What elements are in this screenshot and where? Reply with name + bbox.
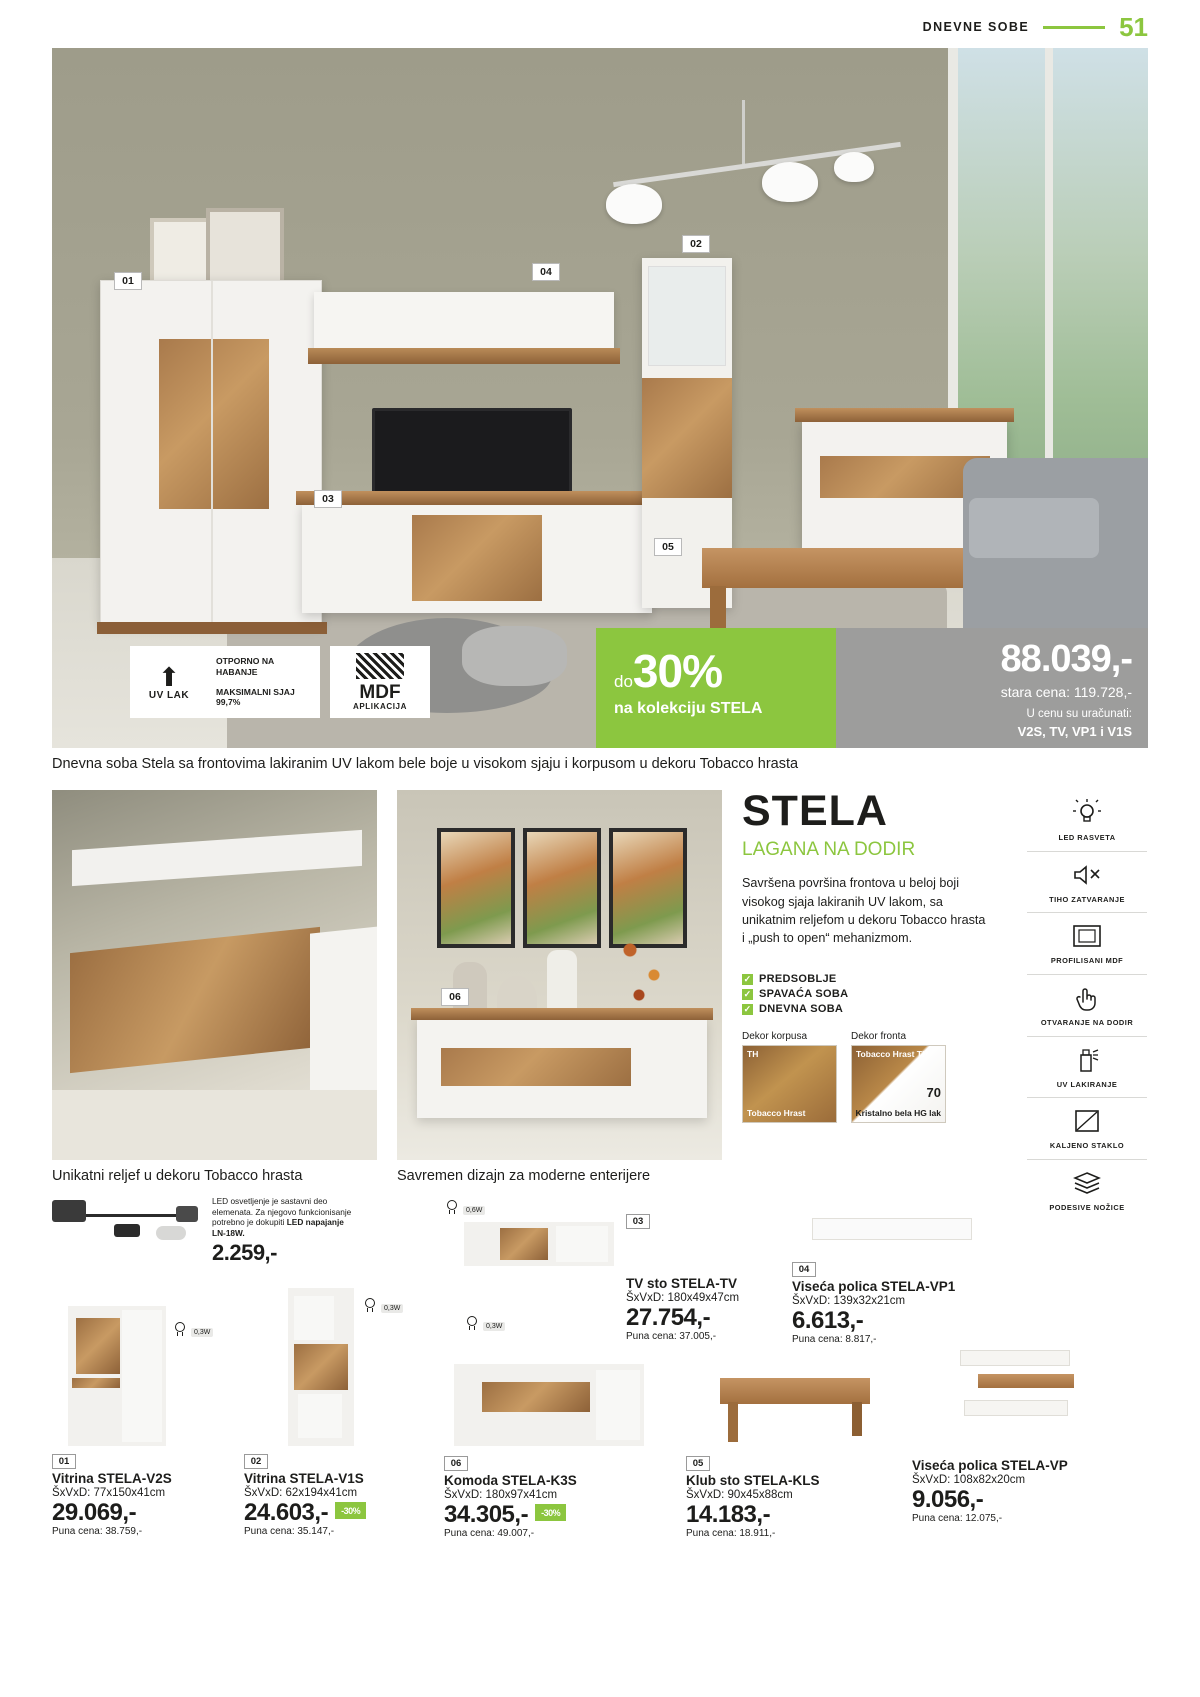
white-door bbox=[294, 1296, 334, 1340]
mdf-title: MDF bbox=[359, 682, 401, 703]
cabinet-base bbox=[97, 622, 327, 634]
included-label: U cenu su uračunati: bbox=[1026, 708, 1132, 720]
feature-label: UV LAKIRANJE bbox=[1056, 1079, 1118, 1089]
product-name: Vitrina STELA-V2S bbox=[52, 1471, 172, 1486]
product-card-k3s[interactable] bbox=[444, 1316, 674, 1539]
product-card-v2s[interactable] bbox=[52, 1304, 232, 1537]
unit-top bbox=[411, 1008, 713, 1020]
product-full-price: Puna cena: 37.005,- bbox=[626, 1331, 717, 1343]
uv-lak-icon bbox=[130, 661, 208, 701]
shelf-shape bbox=[812, 1218, 972, 1240]
product-price bbox=[444, 1502, 674, 1527]
wood-panel bbox=[159, 339, 269, 509]
product-image bbox=[244, 1288, 434, 1454]
wood-panel bbox=[412, 515, 542, 601]
page-number: 51 bbox=[1119, 12, 1148, 42]
discount-badge: -30% bbox=[535, 1504, 566, 1521]
room-item bbox=[742, 1003, 990, 1015]
hero-callout-01: 01 bbox=[114, 272, 142, 290]
product-name: Klub sto STELA-KLS bbox=[686, 1473, 820, 1488]
watt-badge bbox=[362, 1298, 403, 1318]
wood-panel bbox=[482, 1382, 590, 1412]
feature-label: PROFILISANI MDF bbox=[1050, 956, 1124, 966]
door-split bbox=[211, 281, 213, 624]
tempered-glass-icon bbox=[1027, 1104, 1147, 1138]
product-image bbox=[912, 1316, 1142, 1456]
product-price: 14.183,- bbox=[686, 1501, 771, 1528]
decor-branch bbox=[612, 920, 672, 1020]
photo2-callout-06: 06 bbox=[441, 988, 469, 1006]
table-leg bbox=[852, 1402, 862, 1436]
product-image bbox=[444, 1316, 674, 1456]
adjustable-feet-icon bbox=[1027, 1166, 1147, 1200]
wall-art bbox=[437, 828, 515, 948]
discount-value: -30 bbox=[341, 1506, 353, 1516]
led-kit-photo bbox=[52, 1196, 202, 1258]
uv-text-2: MAKSIMALNI SJAJ 99,7% bbox=[216, 686, 295, 708]
brand-text-column bbox=[742, 787, 990, 1123]
vitrine-shape bbox=[68, 1306, 166, 1446]
feature-tempered-glass bbox=[1027, 1098, 1147, 1160]
feature-label: TIHO ZATVARANJE bbox=[1049, 894, 1125, 904]
led-light-icon bbox=[1027, 796, 1147, 830]
shelf-board bbox=[960, 1350, 1070, 1366]
product-tag: 04 bbox=[792, 1262, 816, 1277]
brand-title: STELA bbox=[742, 787, 888, 835]
watt-badge bbox=[464, 1316, 505, 1336]
product-full-price: Puna cena: 38.759,- bbox=[52, 1526, 143, 1538]
product-name: Komoda STELA-K3S bbox=[444, 1473, 577, 1488]
feature-label: PODESIVE NOŽICE bbox=[1049, 1202, 1125, 1212]
wood-panel bbox=[642, 378, 732, 498]
detail-photo-relief bbox=[52, 790, 377, 1160]
hero-callout-02: 02 bbox=[682, 235, 710, 253]
promo-percent-line bbox=[614, 644, 818, 698]
watt-value: 0,3W bbox=[483, 1322, 505, 1331]
product-led-power bbox=[52, 1196, 392, 1266]
room-item bbox=[742, 988, 990, 1000]
white-front bbox=[310, 926, 377, 1113]
shelf-board bbox=[964, 1400, 1068, 1416]
lamp-shade bbox=[834, 152, 874, 182]
feature-mdf bbox=[1027, 913, 1147, 975]
hero-callout-03: 03 bbox=[314, 490, 342, 508]
decor-swatches bbox=[742, 1031, 990, 1123]
komoda-k3s bbox=[417, 1018, 707, 1118]
product-full-price: Puna cena: 12.075,- bbox=[912, 1513, 1003, 1525]
lamp-rod bbox=[742, 100, 745, 164]
room-label: DNEVNA SOBA bbox=[759, 1003, 844, 1016]
price-value: 24.603,- bbox=[244, 1499, 329, 1526]
product-card-vp[interactable] bbox=[912, 1316, 1142, 1524]
hero-included bbox=[852, 707, 1132, 741]
watt-badge bbox=[172, 1322, 213, 1342]
front-number: 70 bbox=[926, 1085, 941, 1101]
photo1-caption: Unikatni relјef u dekoru Tobacco hrasta bbox=[52, 1168, 303, 1184]
product-full-price: Puna cena: 35.147,- bbox=[244, 1526, 335, 1538]
watt-value: 0,6W bbox=[463, 1206, 485, 1215]
led-note-bold: LED napajanje LN-18W. bbox=[212, 1217, 344, 1238]
product-dims: ŠxVxD: 77x150x41cm bbox=[52, 1487, 166, 1499]
hero-callout-05: 05 bbox=[654, 538, 682, 556]
power-supply bbox=[52, 1200, 86, 1222]
promo-discount-block bbox=[596, 628, 836, 748]
discount-badge: -30% bbox=[335, 1502, 366, 1519]
watt-value: 0,3W bbox=[381, 1304, 403, 1313]
product-card-kls[interactable] bbox=[686, 1316, 906, 1539]
floor bbox=[52, 1090, 377, 1160]
feature-label: LED RASVETA bbox=[1058, 833, 1116, 842]
corpus-swatch bbox=[742, 1045, 837, 1123]
product-image bbox=[686, 1316, 906, 1456]
uv-lak-badge bbox=[130, 646, 320, 718]
uv-lak-label: UV LAK bbox=[148, 689, 190, 701]
decor-front bbox=[851, 1031, 946, 1123]
wood-shelf bbox=[72, 1378, 120, 1388]
product-tag: 06 bbox=[444, 1456, 468, 1471]
shelf bbox=[72, 830, 362, 886]
wall-shelf-vp1 bbox=[314, 292, 614, 350]
promo-prefix: do bbox=[614, 672, 633, 691]
mute-icon bbox=[1027, 858, 1147, 892]
picture-frames bbox=[150, 208, 300, 288]
product-name: TV sto STELA-TV bbox=[626, 1276, 737, 1291]
corpus-code: TH bbox=[747, 1049, 759, 1060]
wood-panel bbox=[441, 1048, 631, 1086]
product-tag: 01 bbox=[52, 1454, 76, 1469]
product-dims: ŠxVxD: 180x49x47cm bbox=[626, 1292, 740, 1304]
product-tag: 03 bbox=[626, 1214, 650, 1229]
feature-touch bbox=[1027, 975, 1147, 1037]
wood-panel bbox=[76, 1318, 120, 1374]
arrow-up-icon: ⬆ bbox=[158, 661, 180, 692]
ceiling-lamp bbox=[572, 100, 902, 205]
shelf-board-wood bbox=[978, 1374, 1074, 1388]
check-icon: ✓ bbox=[743, 1003, 752, 1014]
feature-rail bbox=[1027, 790, 1147, 1220]
profiled-mdf-icon bbox=[1027, 919, 1147, 953]
bulb-icon bbox=[464, 1316, 480, 1336]
included-items: V2S, TV, VP1 i V1S bbox=[1017, 723, 1132, 739]
product-dims: ŠxVxD: 62x194x41cm bbox=[244, 1487, 358, 1499]
hero-room-photo bbox=[52, 48, 1148, 748]
shelf-board bbox=[308, 348, 620, 364]
wood-front bbox=[70, 927, 320, 1073]
hero-price: 88.039,- bbox=[1000, 638, 1132, 680]
product-grid bbox=[52, 1196, 1148, 1636]
wood-panel bbox=[500, 1228, 548, 1260]
product-price: 6.613,- bbox=[792, 1307, 864, 1334]
table-top bbox=[720, 1378, 870, 1404]
bulb-icon bbox=[444, 1200, 460, 1220]
front-name: Kristalno bela HG lak bbox=[855, 1107, 941, 1118]
feature-label: KALJENO STAKLO bbox=[1049, 1141, 1125, 1151]
product-dims: ŠxVxD: 90x45x88cm bbox=[686, 1489, 793, 1501]
detail-photo-interior bbox=[397, 790, 722, 1160]
feature-led bbox=[1027, 790, 1147, 852]
hero-callout-04: 04 bbox=[532, 263, 560, 281]
komoda-shape bbox=[454, 1364, 644, 1446]
bulb-icon bbox=[172, 1322, 188, 1342]
tv-unit bbox=[302, 503, 652, 613]
header-rule bbox=[1043, 26, 1105, 29]
hero-price-block bbox=[836, 628, 1148, 748]
white-door bbox=[556, 1226, 608, 1262]
decor-corpus-label: Dekor korpusa bbox=[742, 1031, 808, 1043]
product-full-price: Puna cena: 18.911,- bbox=[686, 1528, 776, 1540]
picture-frame bbox=[150, 218, 210, 288]
product-image bbox=[444, 1200, 744, 1274]
page-header bbox=[923, 14, 1148, 40]
spray-lacquer-icon bbox=[1027, 1043, 1147, 1077]
product-full-price: Puna cena: 49.007,- bbox=[444, 1528, 535, 1540]
tv-unit-shape bbox=[464, 1222, 614, 1266]
lamp-shade bbox=[606, 184, 662, 224]
uv-lak-texts bbox=[208, 650, 320, 714]
product-price: 29.069,- bbox=[52, 1499, 137, 1526]
brand-subtitle: LAGANA NA DODIR bbox=[742, 839, 916, 860]
discount-value: -30 bbox=[541, 1508, 553, 1518]
photo2-caption: Savremen dizajn za moderne enterijere bbox=[397, 1168, 651, 1184]
sofa bbox=[963, 458, 1148, 638]
certification-strip bbox=[130, 646, 430, 718]
decor-front-label: Dekor fronta bbox=[851, 1031, 907, 1043]
switch bbox=[114, 1224, 140, 1237]
product-tag: 02 bbox=[244, 1454, 268, 1469]
product-image bbox=[52, 1304, 232, 1454]
product-name: Viseća polica STELA-VP1 bbox=[792, 1279, 956, 1294]
hero-old-price: stara cena: 119.728,- bbox=[1000, 684, 1132, 700]
room-label: PREDSOBLJE bbox=[759, 973, 837, 986]
white-door bbox=[298, 1394, 342, 1438]
led-lamp bbox=[156, 1226, 186, 1240]
product-price: 27.754,- bbox=[626, 1304, 711, 1331]
front-swatch bbox=[851, 1045, 946, 1123]
table-top bbox=[702, 548, 1007, 588]
room-label: SPAVAĆA SOBA bbox=[759, 988, 849, 1001]
glass-door bbox=[648, 266, 726, 366]
bulb-icon bbox=[362, 1298, 378, 1318]
promo-percent: 30% bbox=[632, 645, 722, 697]
product-name: Viseća polica STELA-VP bbox=[912, 1458, 1068, 1473]
section-title: DNEVNE SOBE bbox=[922, 20, 1030, 34]
feature-uv-lacquer bbox=[1027, 1037, 1147, 1099]
uv-text-1: OTPORNO NA HABANJE bbox=[216, 656, 274, 677]
led-note-text: LED osvetljenje je sastavni deo elemenata. Za njegovo funkcionisanje potrebno je dokupiti bbox=[212, 1196, 352, 1228]
hero-caption: Dnevna soba Stela sa frontovima lakiranim UV lakom bele boje u visokom sjaju i korpusom u dekoru Tobacco hrasta bbox=[52, 756, 799, 772]
corpus-name: Tobacco Hrast bbox=[747, 1107, 806, 1118]
product-card-v1s[interactable] bbox=[244, 1288, 434, 1537]
wood-panel bbox=[294, 1344, 348, 1390]
mdf-sub: APLIKACIJA bbox=[352, 702, 407, 711]
decor-corpus bbox=[742, 1031, 837, 1123]
display-cabinet-v2s bbox=[100, 280, 322, 625]
product-price: 9.056,- bbox=[912, 1486, 984, 1513]
unit-top bbox=[795, 408, 1014, 422]
product-price bbox=[244, 1500, 434, 1525]
product-tag: 05 bbox=[686, 1456, 710, 1471]
product-dims: ŠxVxD: 108x82x20cm bbox=[912, 1474, 1026, 1486]
lamp-shade bbox=[762, 162, 818, 202]
brand-description: Savršena površina frontova u beloj boji visokog sjaja lakiranih UV lakom, sa unikatnim reljefom u dekoru Tobacco hrasta i „push to open“ mehanizmom. bbox=[742, 876, 986, 946]
throw-blanket bbox=[462, 626, 567, 686]
table-leg bbox=[728, 1402, 738, 1442]
wall-art bbox=[523, 828, 601, 948]
product-image bbox=[792, 1206, 1092, 1262]
white-door bbox=[122, 1310, 162, 1442]
mdf-badge bbox=[330, 646, 430, 718]
white-door bbox=[596, 1370, 640, 1440]
watt-badge bbox=[444, 1200, 485, 1220]
led-price: 2.259,- bbox=[212, 1240, 277, 1266]
unit-top bbox=[296, 491, 658, 505]
product-dims: ŠxVxD: 180x97x41cm bbox=[444, 1489, 558, 1501]
mdf-hatch-icon bbox=[356, 653, 404, 679]
feature-label: OTVARANJE NA DODIR bbox=[1040, 1017, 1134, 1027]
front-code: Tobacco Hrast TH bbox=[856, 1049, 929, 1060]
room-item bbox=[742, 973, 990, 985]
vitrine-shape bbox=[288, 1288, 354, 1446]
picture-frame bbox=[206, 208, 284, 288]
check-icon: ✓ bbox=[743, 988, 752, 999]
product-full-price: Puna cena: 8.817,- bbox=[792, 1334, 877, 1346]
touch-hand-icon bbox=[1027, 981, 1147, 1015]
product-name: Vitrina STELA-V1S bbox=[244, 1471, 364, 1486]
feature-soft-close bbox=[1027, 852, 1147, 914]
product-dims: ŠxVxD: 139x32x21cm bbox=[792, 1295, 906, 1307]
room-list bbox=[742, 973, 990, 1015]
price-value: 34.305,- bbox=[444, 1501, 529, 1528]
watt-value: 0,3W bbox=[191, 1328, 213, 1337]
plug bbox=[176, 1206, 198, 1222]
led-note bbox=[212, 1196, 354, 1238]
check-icon: ✓ bbox=[743, 973, 752, 984]
promo-collection: na kolekciju STELA bbox=[614, 700, 763, 717]
